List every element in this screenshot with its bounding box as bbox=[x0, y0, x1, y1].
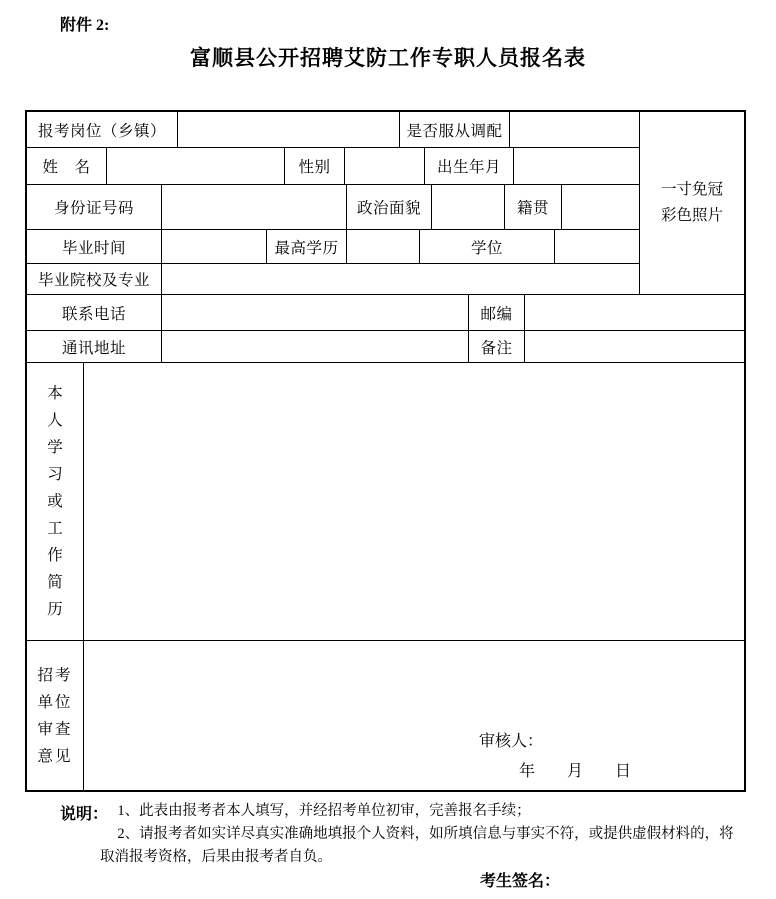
reviewer-label: 审核人： bbox=[479, 733, 544, 750]
review-opinion-label: 招考单位审查意见 bbox=[37, 666, 73, 765]
review-date-label: 年 月 日 bbox=[519, 763, 632, 780]
name-label: 姓 名 bbox=[27, 148, 107, 185]
row-phone bbox=[27, 295, 744, 331]
graduation-date-input[interactable] bbox=[162, 230, 267, 264]
review-opinion-area[interactable] bbox=[84, 641, 744, 790]
resume-input[interactable] bbox=[84, 363, 744, 640]
highest-education-label: 最高学历 bbox=[267, 230, 347, 264]
page-title: 富顺县公开招聘艾防工作专职人员报名表 bbox=[190, 46, 586, 70]
degree-label: 学位 bbox=[420, 230, 555, 264]
phone-input[interactable] bbox=[162, 295, 469, 330]
postcode-input[interactable] bbox=[525, 295, 744, 330]
row-resume bbox=[27, 363, 744, 641]
row-review-opinion bbox=[27, 641, 744, 790]
school-major-label: 毕业院校及专业 bbox=[27, 264, 162, 294]
row-address bbox=[27, 331, 744, 363]
native-place-input[interactable] bbox=[562, 185, 639, 230]
obey-allocation-input[interactable] bbox=[510, 112, 639, 148]
address-input[interactable] bbox=[162, 331, 469, 362]
row-graduation bbox=[27, 230, 639, 264]
attachment-note: 附件 2: bbox=[60, 17, 110, 34]
school-major-input[interactable] bbox=[162, 264, 639, 294]
graduation-date-label: 毕业时间 bbox=[27, 230, 162, 264]
row-position bbox=[27, 112, 639, 148]
resume-label-cell bbox=[27, 363, 84, 640]
form-top-section bbox=[27, 112, 744, 295]
highest-education-input[interactable] bbox=[347, 230, 420, 264]
row-id-number bbox=[27, 185, 639, 230]
gender-input[interactable] bbox=[345, 148, 425, 185]
photo-label: 一寸免冠彩色照片 bbox=[660, 181, 723, 224]
remarks-input[interactable] bbox=[525, 331, 744, 362]
postcode-label: 邮编 bbox=[469, 295, 525, 330]
notes-heading: 说明： bbox=[60, 806, 109, 823]
position-label: 报考岗位（乡镇） bbox=[27, 112, 178, 148]
row-school-major bbox=[27, 264, 639, 294]
birth-date-input[interactable] bbox=[514, 148, 639, 185]
row-name bbox=[27, 148, 639, 185]
remarks-label: 备注 bbox=[469, 331, 525, 362]
resume-label: 本人学习或工作简历 bbox=[47, 385, 63, 618]
phone-label: 联系电话 bbox=[27, 295, 162, 330]
id-number-label: 身份证号码 bbox=[27, 185, 162, 230]
gender-label: 性别 bbox=[285, 148, 345, 185]
degree-input[interactable] bbox=[555, 230, 639, 264]
reviewer-block bbox=[479, 727, 631, 787]
photo-cell[interactable] bbox=[639, 112, 744, 294]
note-item-1: 1、此表由报考者本人填写，并经招考单位初审，完善报名手续； bbox=[117, 803, 531, 819]
name-input[interactable] bbox=[107, 148, 285, 185]
political-status-input[interactable] bbox=[432, 185, 505, 230]
id-number-input[interactable] bbox=[162, 185, 347, 230]
political-status-label: 政治面貌 bbox=[347, 185, 432, 230]
native-place-label: 籍贯 bbox=[505, 185, 562, 230]
position-input[interactable] bbox=[178, 112, 400, 148]
notes-section bbox=[0, 800, 760, 869]
obey-allocation-label: 是否服从调配 bbox=[400, 112, 510, 148]
address-label: 通讯地址 bbox=[27, 331, 162, 362]
review-opinion-label-cell bbox=[27, 641, 84, 790]
signature-label: 考生签名： bbox=[480, 873, 561, 890]
birth-date-label: 出生年月 bbox=[425, 148, 514, 185]
note-item-2: 2、请报考者如实详尽真实准确地填报个人资料，如所填信息与事实不符，或提供虚假材料的，将取消报考资格，后果由报考者自负。 bbox=[100, 826, 734, 865]
application-form-table bbox=[25, 110, 746, 792]
